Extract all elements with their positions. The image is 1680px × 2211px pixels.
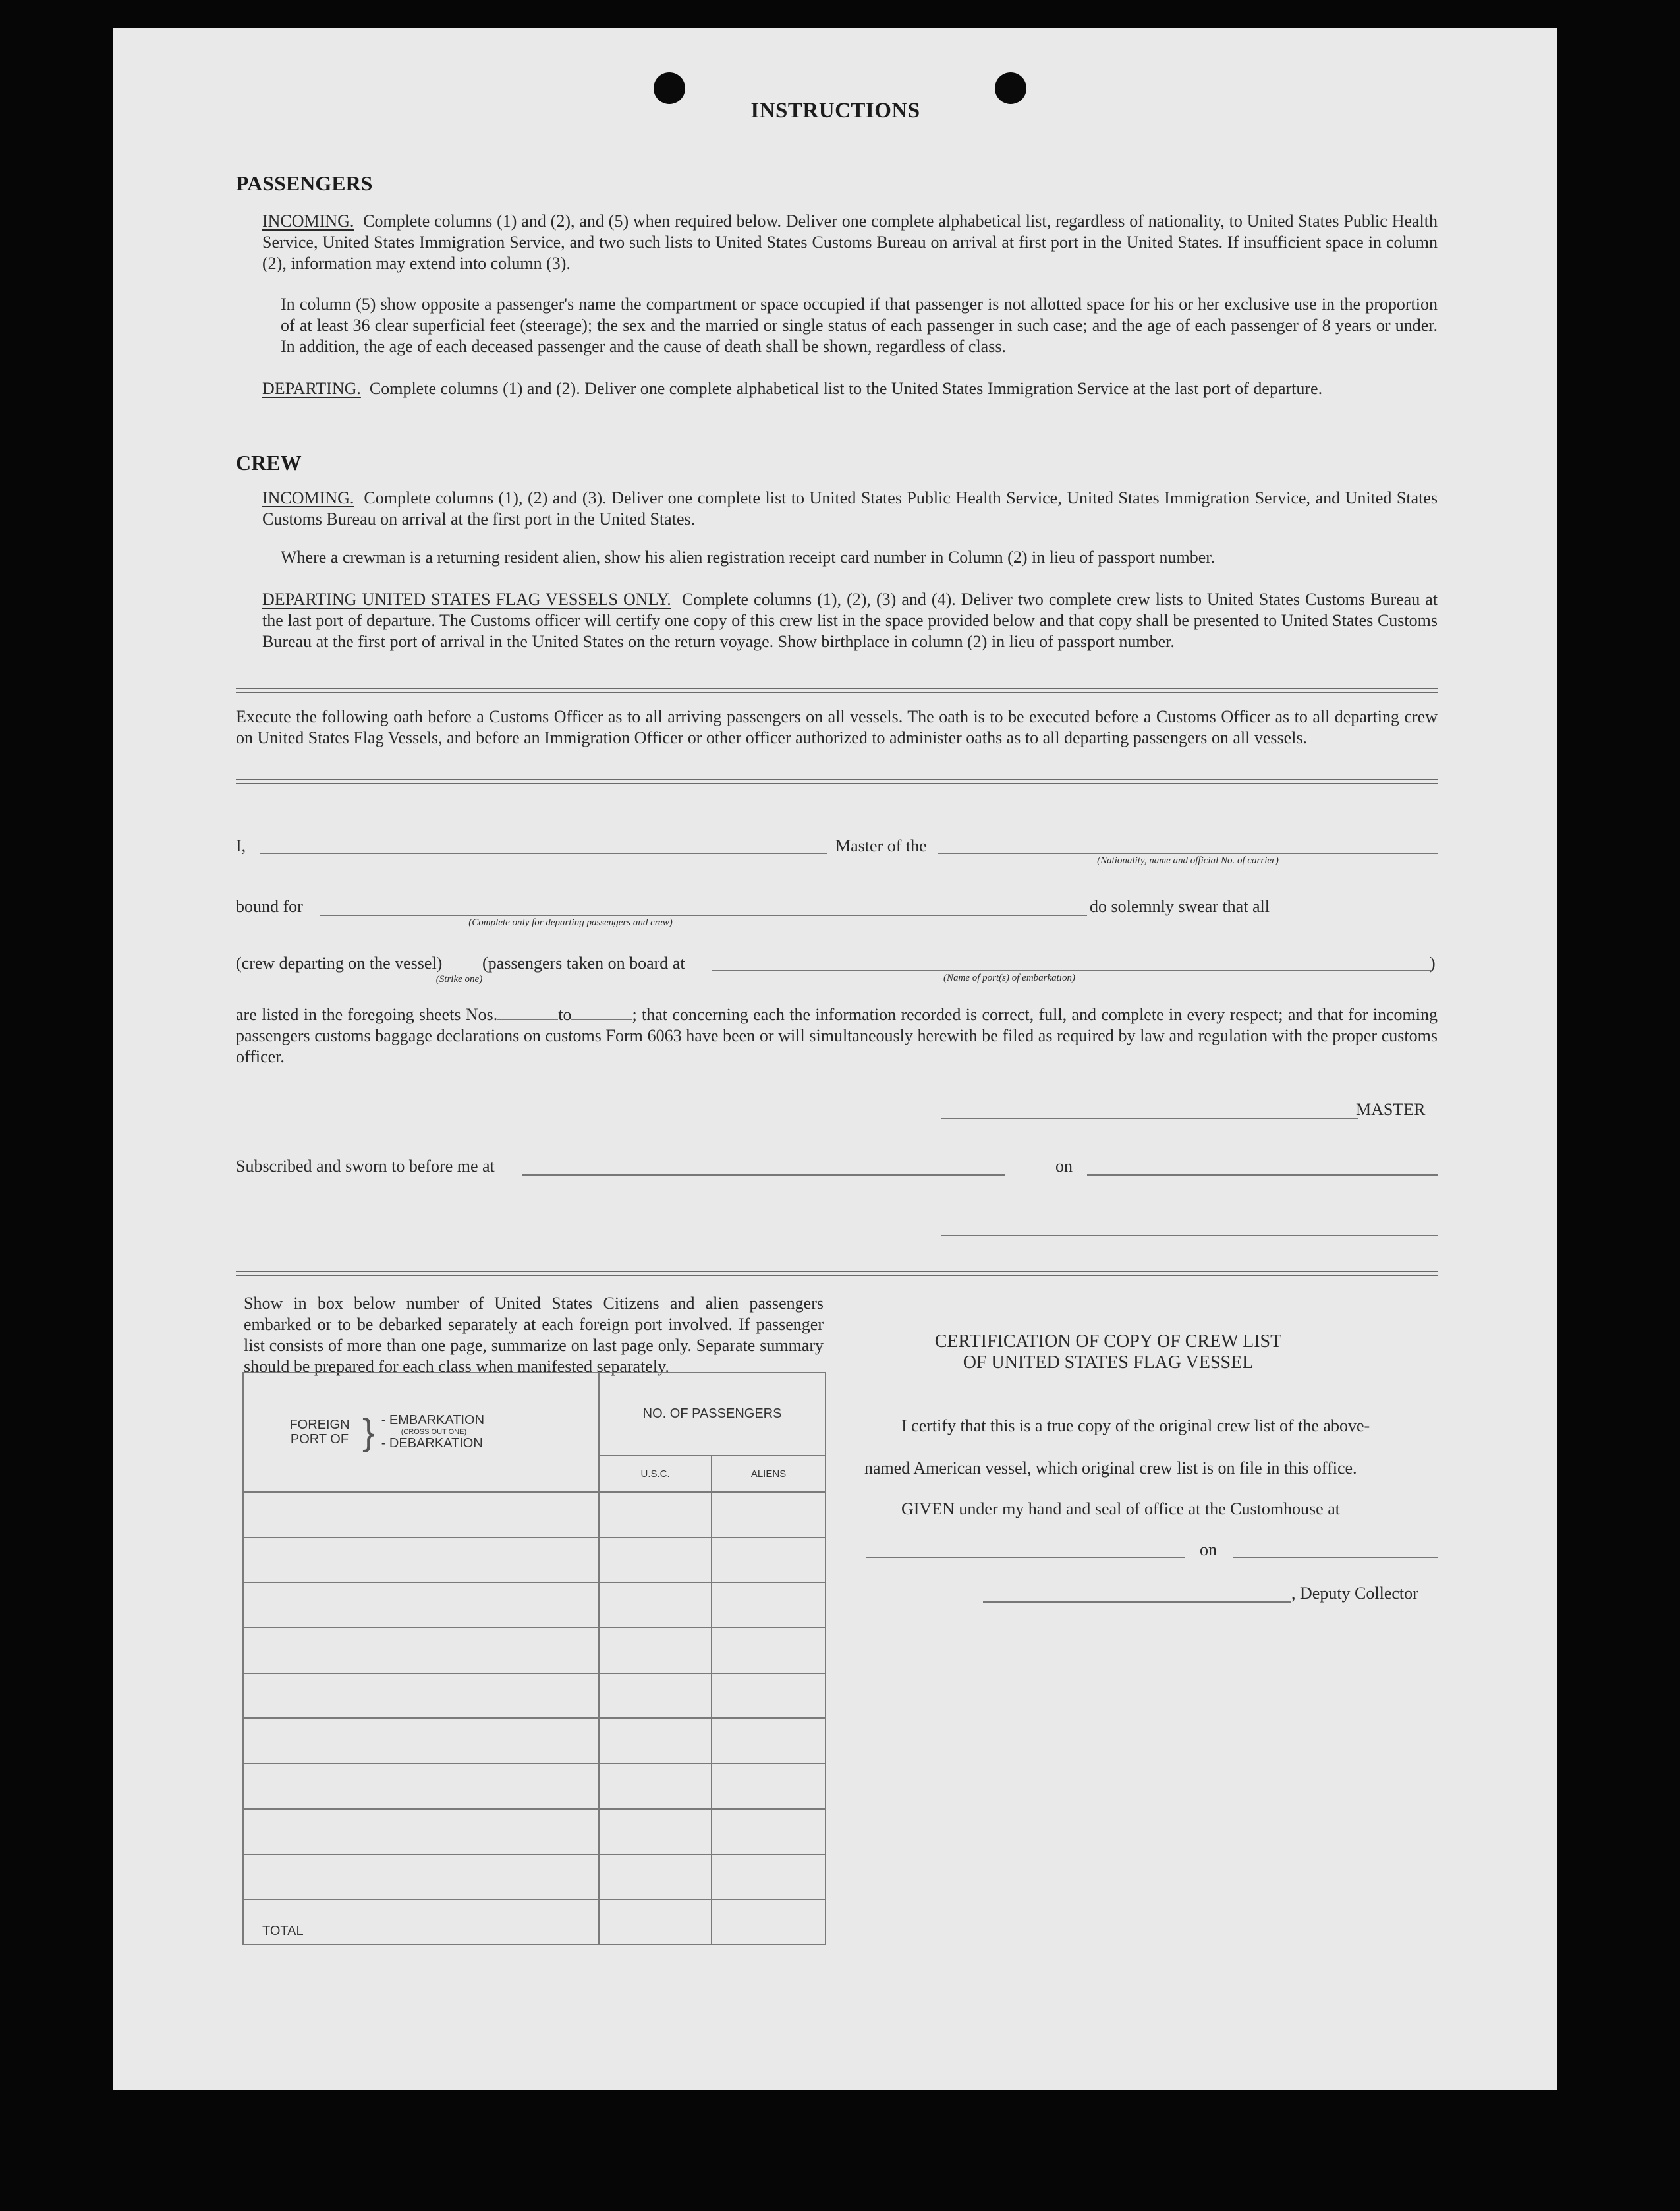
aliens-cell[interactable]: [712, 1854, 826, 1900]
table-row: [243, 1582, 826, 1628]
passengers-taken-option: (passengers taken on board at: [482, 954, 685, 973]
usc-header: U.S.C.: [599, 1456, 712, 1492]
passengers-column5: In column (5) show opposite a passenger's name the compartment or space occupied if that passenger is not allotted space for his or her exclusive use in the proportion of at least 36 clear superficial feet (steerage); the sex and the married or single status of each passenger in such case; and the age of each passenger of 8 years or under. In addition, the age of each deceased passenger and the cause of death shall be shown, regardless of class.: [281, 295, 1438, 356]
divider: [236, 779, 1438, 784]
port-cell[interactable]: [243, 1809, 599, 1854]
customhouse-field[interactable]: [866, 1557, 1185, 1558]
table-row: [243, 1628, 826, 1673]
crew-incoming-text: Complete columns (1), (2) and (3). Deliver one complete list to United States Public Health Service, United States Immigration Service, and United States Customs Bureau on arrival at the first port in the United States.: [262, 488, 1438, 529]
aliens-cell[interactable]: [712, 1809, 826, 1854]
ports-field[interactable]: [712, 970, 1432, 971]
listed-to: to: [558, 1005, 572, 1024]
master-signature-field[interactable]: [941, 1118, 1358, 1119]
close-paren: ): [1430, 954, 1436, 973]
aliens-header: ALIENS: [712, 1456, 826, 1492]
passengers-incoming-label: INCOMING.: [262, 212, 354, 231]
table-row: [243, 1492, 826, 1537]
cross-out-note: (CROSS OUT ONE): [401, 1428, 467, 1437]
table-row: [243, 1718, 826, 1764]
crew-departing: [262, 589, 1438, 652]
sheet-to-field[interactable]: [571, 1019, 632, 1020]
usc-cell[interactable]: [599, 1628, 712, 1673]
aliens-cell[interactable]: [712, 1492, 826, 1537]
bound-for-field[interactable]: [320, 915, 1087, 916]
sworn-on-label: on: [1055, 1157, 1073, 1176]
sheet-from-field[interactable]: [497, 1019, 558, 1020]
passenger-summary-table: [242, 1372, 826, 1945]
usc-cell[interactable]: [599, 1854, 712, 1900]
name-field[interactable]: [260, 853, 827, 854]
swear-text: do solemnly swear that all: [1090, 897, 1270, 916]
passengers-incoming: [262, 211, 1438, 274]
strike-one-note: (Strike one): [435, 974, 483, 985]
table-row: [243, 1673, 826, 1719]
port-header: FOREIGN PORT OF } - EMBARKATION (CROSS OUT ONE) - DEBARKATION: [243, 1373, 599, 1492]
port-cell[interactable]: [243, 1492, 599, 1537]
embarkation-label: - EMBARKATION: [381, 1413, 485, 1428]
divider: [236, 688, 1438, 693]
usc-cell[interactable]: [599, 1537, 712, 1583]
deputy-collector-label: , Deputy Collector: [1291, 1584, 1418, 1603]
listed-statement: [236, 1004, 1438, 1068]
passengers-incoming-text: Complete columns (1) and (2), and (5) when required below. Deliver one complete alphabetical list, regardless of nationality, to United States Public Health Service, United States Immigration Service, and two such lists to United States Customs Bureau on arrival at first port in the United States. If insufficient space in column (2), information may extend into column (3).: [262, 212, 1438, 273]
total-label: TOTAL: [243, 1899, 599, 1945]
bound-for-label: bound for: [236, 897, 303, 916]
certification-heading-2: OF UNITED STATES FLAG VESSEL: [963, 1352, 1254, 1373]
aliens-cell[interactable]: [712, 1673, 826, 1719]
aliens-cell[interactable]: [712, 1718, 826, 1764]
carrier-note: (Nationality, name and official No. of carrier): [1097, 855, 1279, 866]
port-cell[interactable]: [243, 1537, 599, 1583]
usc-cell[interactable]: [599, 1492, 712, 1537]
crew-heading: CREW: [236, 451, 302, 474]
certification-heading: [864, 1331, 1352, 1373]
form-page: [113, 28, 1557, 2090]
carrier-field[interactable]: [938, 853, 1438, 854]
aliens-cell[interactable]: [712, 1582, 826, 1628]
oath-instruction: Execute the following oath before a Customs Officer as to all arriving passengers on all vessels. The oath is to be executed before a Customs Officer as to all departing crew on United States Flag Vessels, and before an Immigration Officer or other officer authorized to administer oaths as to all departing passengers on all vessels.: [236, 707, 1438, 747]
listed-a: are listed in the foregoing sheets Nos.: [236, 1005, 498, 1024]
no-passengers-header: NO. OF PASSENGERS: [599, 1373, 826, 1456]
total-row: [243, 1899, 826, 1945]
crew-departing-text: Complete columns (1), (2), (3) and (4). Deliver two complete crew lists to United States Customs Bureau at the last port of departure. The Customs officer will certify one copy of this crew list in the space provided below and that copy shall be presented to United States Customs Bureau at the first port of arrival in the United States on the return voyage. Show birthplace in column (2) in lieu of passport number.: [262, 590, 1438, 651]
usc-cell[interactable]: [599, 1582, 712, 1628]
divider: [236, 1271, 1438, 1276]
crew-departing-label: DEPARTING UNITED STATES FLAG VESSELS ONLY.: [262, 590, 671, 609]
passengers-departing: [262, 378, 1438, 399]
port-cell[interactable]: [243, 1718, 599, 1764]
aliens-cell[interactable]: [712, 1628, 826, 1673]
master-of-the: Master of the: [835, 836, 927, 855]
certify-line-3: GIVEN under my hand and seal of office at the Customhouse at: [901, 1499, 1340, 1518]
bound-note: (Complete only for departing passengers and crew): [468, 917, 673, 928]
oath-i: I,: [236, 836, 246, 855]
table-row: [243, 1764, 826, 1809]
certification-heading-1: CERTIFICATION OF COPY OF CREW LIST: [934, 1331, 1282, 1352]
aliens-total-cell[interactable]: [712, 1899, 826, 1945]
usc-cell[interactable]: [599, 1809, 712, 1854]
subscribed-label: Subscribed and sworn to before me at: [236, 1157, 495, 1176]
cert-date-field[interactable]: [1233, 1557, 1438, 1558]
certify-line-2: named American vessel, which original crew list is on file in this office.: [864, 1458, 1357, 1478]
port-cell[interactable]: [243, 1764, 599, 1809]
debarkation-label: - DEBARKATION: [381, 1436, 483, 1451]
passengers-heading: PASSENGERS: [236, 171, 373, 195]
aliens-cell[interactable]: [712, 1537, 826, 1583]
crew-incoming: [262, 488, 1438, 530]
ports-note: (Name of port(s) of embarkation): [943, 973, 1075, 983]
cert-on-label: on: [1200, 1540, 1217, 1559]
usc-cell[interactable]: [599, 1718, 712, 1764]
table-row: [243, 1537, 826, 1583]
usc-cell[interactable]: [599, 1764, 712, 1809]
passengers-departing-text: Complete columns (1) and (2). Deliver one complete alphabetical list to the United States Immigration Service at the last port of departure.: [369, 379, 1323, 398]
listed-b: ; that concerning each the information recorded is correct, full, and complete in every respect; and that for incoming passengers customs baggage declarations on customs Form 6063 have been or will simultaneously herewith be filed as required by law and regulation with the proper customs officer.: [236, 1005, 1438, 1066]
port-cell[interactable]: [243, 1854, 599, 1900]
port-cell[interactable]: [243, 1628, 599, 1673]
master-label: MASTER: [1356, 1100, 1426, 1119]
sworn-place-field[interactable]: [522, 1174, 1005, 1176]
crew-incoming-label: INCOMING.: [262, 488, 354, 507]
passengers-departing-label: DEPARTING.: [262, 379, 361, 398]
sworn-date-field[interactable]: [1087, 1174, 1438, 1176]
usc-total-cell[interactable]: [599, 1899, 712, 1945]
foreign-port-of: FOREIGN PORT OF: [289, 1418, 350, 1447]
usc-cell[interactable]: [599, 1673, 712, 1719]
crew-departing-option: (crew departing on the vessel): [236, 954, 443, 973]
page-title: INSTRUCTIONS: [750, 99, 920, 123]
certify-line-1: I certify that this is a true copy of the original crew list of the above-: [901, 1416, 1370, 1435]
officer-signature-field[interactable]: [941, 1235, 1438, 1236]
crew-resident: Where a crewman is a returning resident alien, show his alien registration receipt card number in Column (2) in lieu of passport number.: [281, 548, 1216, 567]
aliens-cell[interactable]: [712, 1764, 826, 1809]
port-cell[interactable]: [243, 1673, 599, 1719]
port-cell[interactable]: [243, 1582, 599, 1628]
table-row: [243, 1854, 826, 1900]
deputy-signature-field[interactable]: [983, 1601, 1291, 1603]
table-row: [243, 1809, 826, 1854]
summary-instruction: Show in box below number of United States Citizens and alien passengers embarked or to be debarked separately at each foreign port involved. If passenger list consists of more than one page, summarize on last page only. Separate summary should be prepared for each class when manifested separately.: [244, 1294, 824, 1376]
